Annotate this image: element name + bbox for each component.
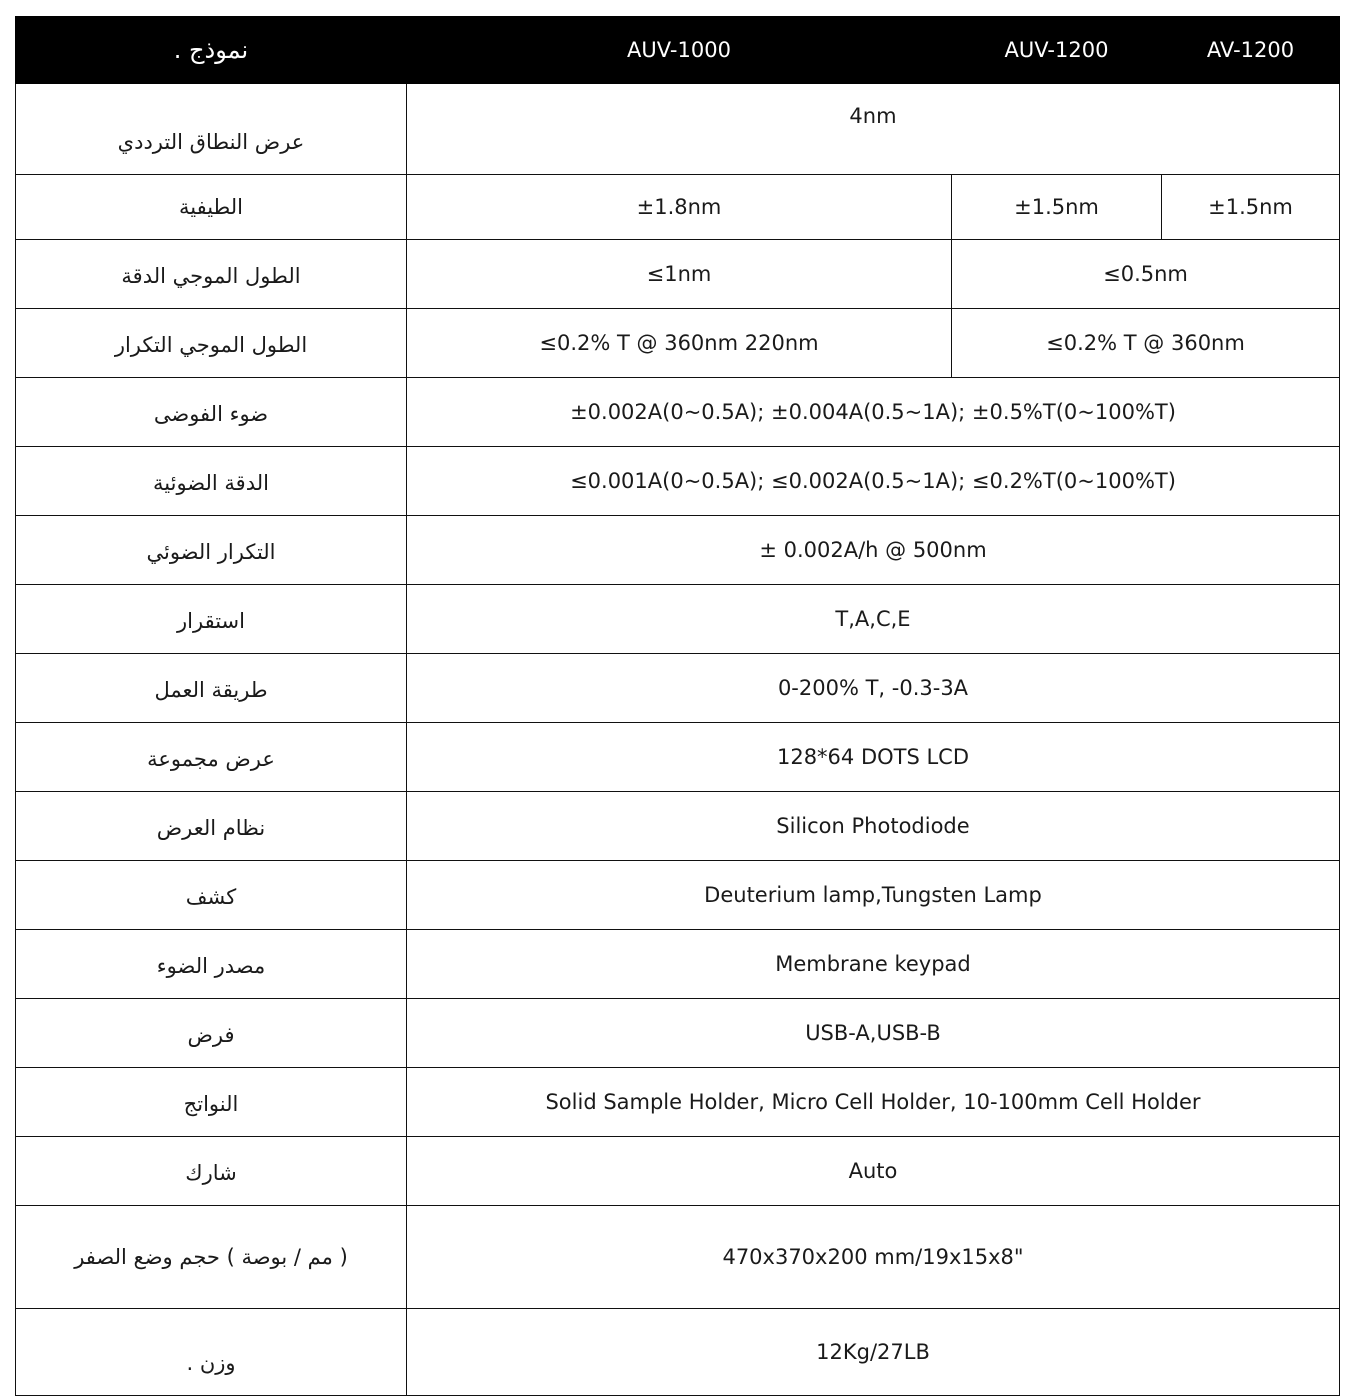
table-row <box>16 1068 1340 1137</box>
table-row <box>16 654 1340 723</box>
header-label: نموذج . <box>16 17 407 84</box>
row-label: مصدر الضوء <box>16 930 407 999</box>
row-value: ± 0.002A/h @ 500nm <box>407 516 1340 585</box>
row-label-line: ( مم / بوصة ) <box>226 1245 348 1269</box>
row-label: الدقة الضوئية <box>16 447 407 516</box>
row-value: 128*64 DOTS LCD <box>407 723 1340 792</box>
row-value: USB-A,USB-B <box>407 999 1340 1068</box>
table-row <box>16 240 1340 309</box>
row-label: الطول الموجي الدقة <box>16 240 407 309</box>
row-value: 4nm <box>407 84 1340 175</box>
row-value: Deuterium lamp,Tungsten Lamp <box>407 861 1340 930</box>
table-row <box>16 175 1340 240</box>
row-label: الطيفية <box>16 175 407 240</box>
model-auv-1200: AUV-1200 <box>952 17 1162 84</box>
row-value: 0-200% T, -0.3-3A <box>407 654 1340 723</box>
row-label: نظام العرض <box>16 792 407 861</box>
row-value-av-1200: ±1.5nm <box>1162 175 1340 240</box>
row-label: النواتج <box>16 1068 407 1137</box>
model-auv-1000: AUV-1000 <box>407 17 952 84</box>
row-value: Solid Sample Holder, Micro Cell Holder, 10-100mm Cell Holder <box>407 1068 1340 1137</box>
table-row <box>16 930 1340 999</box>
row-label: شارك <box>16 1137 407 1206</box>
row-value-1200: ≤0.5nm <box>952 240 1340 309</box>
row-label: طريقة العمل <box>16 654 407 723</box>
table-row <box>16 1309 1340 1396</box>
table-row <box>16 861 1340 930</box>
row-label: فرض <box>16 999 407 1068</box>
row-label: كشف <box>16 861 407 930</box>
row-label: ضوء الفوضى <box>16 378 407 447</box>
row-value-auv-1200: ±1.5nm <box>952 175 1162 240</box>
table-row <box>16 516 1340 585</box>
model-av-1200: AV-1200 <box>1162 17 1340 84</box>
row-value: Silicon Photodiode <box>407 792 1340 861</box>
row-value: Membrane keypad <box>407 930 1340 999</box>
row-value-auv-1000: ≤0.2% T @ 360nm 220nm <box>407 309 952 378</box>
row-value: T,A,C,E <box>407 585 1340 654</box>
row-value: ±0.002A(0~0.5A); ±0.004A(0.5~1A); ±0.5%T(0~100%T) <box>407 378 1340 447</box>
row-value-1200: ≤0.2% T @ 360nm <box>952 309 1340 378</box>
row-value: ≤0.001A(0~0.5A); ≤0.002A(0.5~1A); ≤0.2%T(0~100%T) <box>407 447 1340 516</box>
header-row <box>16 17 1340 84</box>
table-row <box>16 999 1340 1068</box>
row-label: عرض النطاق الترددي <box>16 84 407 175</box>
row-value: 470x370x200 mm/19x15x8" <box>407 1206 1340 1309</box>
row-value: 12Kg/27LB <box>407 1309 1340 1396</box>
table-row <box>16 792 1340 861</box>
table-row <box>16 309 1340 378</box>
table-row <box>16 1137 1340 1206</box>
table-row <box>16 447 1340 516</box>
table-row <box>16 378 1340 447</box>
row-label-line: حجم <box>179 1245 220 1269</box>
row-label-line: وضع الصفر <box>74 1245 173 1269</box>
row-label: الطول الموجي التكرار <box>16 309 407 378</box>
table-row <box>16 84 1340 175</box>
row-value: Auto <box>407 1137 1340 1206</box>
row-label: وزن . <box>16 1309 407 1396</box>
spec-table <box>15 16 1340 1396</box>
table-row <box>16 723 1340 792</box>
row-label: التكرار الضوئي <box>16 516 407 585</box>
table-row <box>16 585 1340 654</box>
table-row <box>16 1206 1340 1309</box>
row-label: عرض مجموعة <box>16 723 407 792</box>
row-value-auv-1000: ±1.8nm <box>407 175 952 240</box>
row-label <box>16 1206 407 1309</box>
row-label: استقرار <box>16 585 407 654</box>
row-value-auv-1000: ≤1nm <box>407 240 952 309</box>
